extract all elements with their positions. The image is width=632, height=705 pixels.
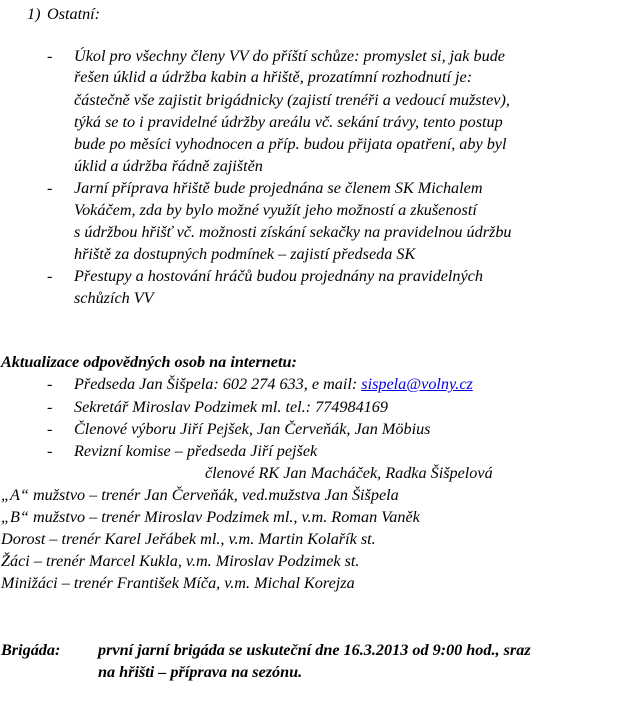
item-line: schůzích VV: [74, 289, 154, 307]
audit-line: Revizní komise – předseda Jiří pejšek: [74, 442, 318, 460]
bullet-dash: -: [47, 179, 53, 197]
section-title: Ostatní:: [47, 5, 101, 23]
section-number: 1): [27, 5, 41, 23]
item-line: bude po měsíci vyhodnocen a příp. budou přijata opatření, aby byl: [74, 135, 507, 153]
item-line: řešen úklid a údržba kabin a hřiště, prozatímní rozhodnutí je:: [74, 68, 473, 86]
item-line: Jarní příprava hřiště bude projednána se členem SK Michalem: [74, 179, 483, 197]
chairman-line: [74, 374, 473, 395]
item-line: částečně vše zajistit brigádnicky (zajistí trenéři a vedoucí mužstev),: [74, 91, 510, 109]
team-line: „B“ mužstvo – trenér Miroslav Podzimek ml., v.m. Roman Vaněk: [1, 508, 420, 526]
bullet-dash: -: [47, 442, 53, 460]
team-line: Minižáci – trenér František Míča, v.m. Michal Korejza: [1, 574, 355, 592]
brigada-label: Brigáda:: [1, 641, 61, 659]
brigada-line: na hřišti – příprava na sezónu.: [98, 663, 303, 681]
item-line: hřiště za dostupných podmínek – zajistí předseda SK: [74, 245, 416, 263]
team-line: „A“ mužstvo – trenér Jan Červeňák, ved.mužstva Jan Šišpela: [1, 486, 399, 504]
item-line: úklid a údržba řádně zajištěn: [74, 157, 263, 175]
board-line: Členové výboru Jiří Pejšek, Jan Červeňák, Jan Möbius: [74, 420, 431, 438]
item-line: týká se to i pravidelné údržby areálu vč. sekání trávy, tento postup: [74, 113, 503, 131]
bullet-dash: -: [47, 420, 53, 438]
item-line: Vokáčem, zda by bylo možné využít jeho možností a zkušeností: [74, 201, 477, 219]
bullet-dash: -: [47, 267, 53, 285]
contacts-heading: Aktualizace odpovědných osob na internetu:: [1, 353, 297, 371]
team-line: Dorost – trenér Karel Jeřábek ml., v.m. Martin Kolařík st.: [1, 530, 376, 548]
team-line: Žáci – trenér Marcel Kukla, v.m. Miroslav Podzimek st.: [1, 552, 360, 570]
item-line: s údržbou hřišť vč. možnosti získání sekačky na pravidelnou údržbu: [74, 223, 512, 241]
chairman-email-link[interactable]: sispela@volny.cz: [361, 375, 473, 393]
bullet-dash: -: [47, 47, 53, 65]
audit-members-line: členové RK Jan Macháček, Radka Šišpelová: [205, 464, 493, 482]
item-line: Úkol pro všechny členy VV do příští schůze: promyslet si, jak bude: [74, 47, 505, 65]
chairman-text: Předseda Jan Šišpela: 602 274 633, e mail:: [74, 375, 362, 393]
bullet-dash: -: [47, 398, 53, 416]
secretary-line: Sekretář Miroslav Podzimek ml. tel.: 774984169: [74, 398, 388, 416]
brigada-line: první jarní brigáda se uskuteční dne 16.3.2013 od 9:00 hod., sraz: [98, 641, 531, 659]
item-line: Přestupy a hostování hráčů budou projednány na pravidelných: [74, 267, 483, 285]
bullet-dash: -: [47, 375, 53, 393]
